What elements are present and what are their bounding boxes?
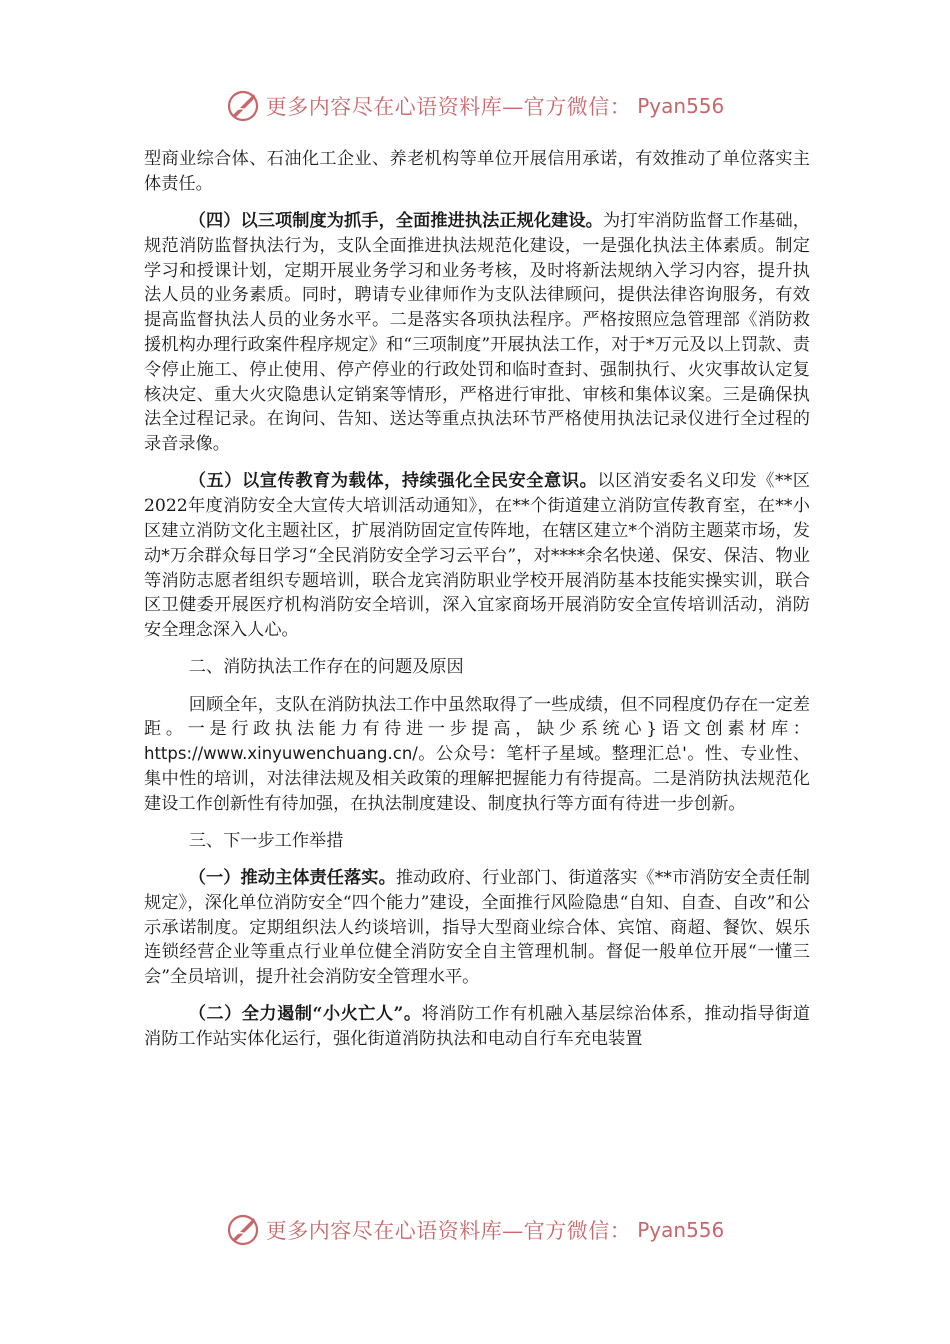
section-title: 三、下一步工作举措 [188, 830, 344, 851]
paragraph-body: 推动政府、行业部门、街道落实《**市消防安全责任制规定》，深化单位消防安全“四个能力”建设，全面推行风险隐患“自知、自查、自改”和公示承诺制度。定期组织法人约谈培训，指导大型商业综合体、宾馆、商超、餐饮、娱乐连锁经营企业等重点行业单位健全消防安全自主管理机制。督促一般单位开展“一懂三会”全员培训，提升社会消防安全管理水平。 [144, 868, 810, 988]
wechat-id: Pyan556 [637, 94, 725, 118]
banner-text: 更多内容尽在心语资料库—官方微信： [265, 1219, 632, 1243]
banner-text: 更多内容尽在心语资料库—官方微信： [265, 95, 632, 119]
document-body [144, 147, 810, 1052]
section-heading: （四）以三项制度为抓手，全面推进执法正规化建设。 [188, 210, 603, 231]
paragraph [144, 469, 810, 643]
paragraph: 型商业综合体、石油化工企业、养老机构等单位开展信用承诺，有效推动了单位落实主体责任。 [144, 149, 810, 194]
paragraph-body: 将消防工作有机融入基层综治体系，推动指导街道消防工作站实体化运行，强化街道消防执法和电动自行车充电装置 [144, 1004, 810, 1050]
paragraph [144, 693, 810, 817]
website-link[interactable]: https://www.xinyuwenchuang.cn/ [144, 744, 418, 764]
paragraph [144, 209, 810, 457]
section-title: 二、消防执法工作存在的问题及原因 [188, 657, 464, 678]
section-heading: （二）全力遏制“小火亡人”。 [188, 1004, 422, 1025]
paragraph-body: 以区消安委名义印发《**区2022年度消防安全大宣传大培训活动通知》，在**个街道建立消防宣传教育室，在**小区建立消防文化主题社区，扩展消防固定宣传阵地，在辖区建立*个消防主题菜市场，发动*万余群众每日学习“全民消防安全学习云平台”，对****余名快递、保安、保洁、物业等消防志愿者组织专题培训，联合龙宾消防职业学校开展消防基本技能实操实训，联合区卫健委开展医疗机构消防安全培训，深入宜家商场开展消防安全宣传培训活动，消防安全理念深入人心。 [144, 471, 810, 641]
paragraph-body: 为打牢消防监督工作基础，规范消防监督执法行为，支队全面推进执法规范化建设，一是强化执法主体素质。制定学习和授课计划，定期开展业务学习和业务考核，及时将新法规纳入学习内容，提升执法人员的业务素质。同时，聘请专业律师作为支队法律顾问，提供法律咨询服务，有效提高监督执法人员的业务水平。二是落实各项执法程序。严格按照应急管理部《消防救援机构办理行政案件程序规定》和“三项制度”开展执法工作，对于*万元及以上罚款、责令停止施工、停止使用、停产停业的行政处罚和临时查封、强制执行、火灾事故认定复核决定、重大火灾隐患认定销案等情形，严格进行审批、审核和集体议案。三是确保执法全过程记录。在询问、告知、送达等重点执法环节严格使用执法记录仪进行全过程的录音录像。 [144, 210, 810, 455]
paragraph [144, 866, 810, 990]
section-heading: （一）推动主体责任落实。 [188, 868, 396, 889]
footer-banner [0, 1210, 950, 1250]
wechat-id: Pyan556 [637, 1218, 725, 1242]
paragraph-body: 回顾全年，支队在消防执法工作中虽然取得了一些成绩，但不同程度仍存在一定差距。一是行政执法能力有待进一步提高，缺少系统心}语文创素材库： [144, 694, 810, 740]
pen-logo-icon [226, 89, 260, 123]
pen-logo-icon [226, 1213, 260, 1247]
header-banner [0, 86, 950, 126]
paragraph-body: 。公众号：笔杆子星域。整理汇总'。性、专业性、集中性的培训，对法律法规及相关政策的理解把握能力有待提高。二是消防执法规范化建设工作创新性有待加强，在执法制度建设、制度执行等方面有待进一步创新。 [144, 744, 810, 814]
section-heading: （五）以宣传教育为载体，持续强化全民安全意识。 [188, 471, 598, 492]
paragraph [144, 1002, 810, 1052]
